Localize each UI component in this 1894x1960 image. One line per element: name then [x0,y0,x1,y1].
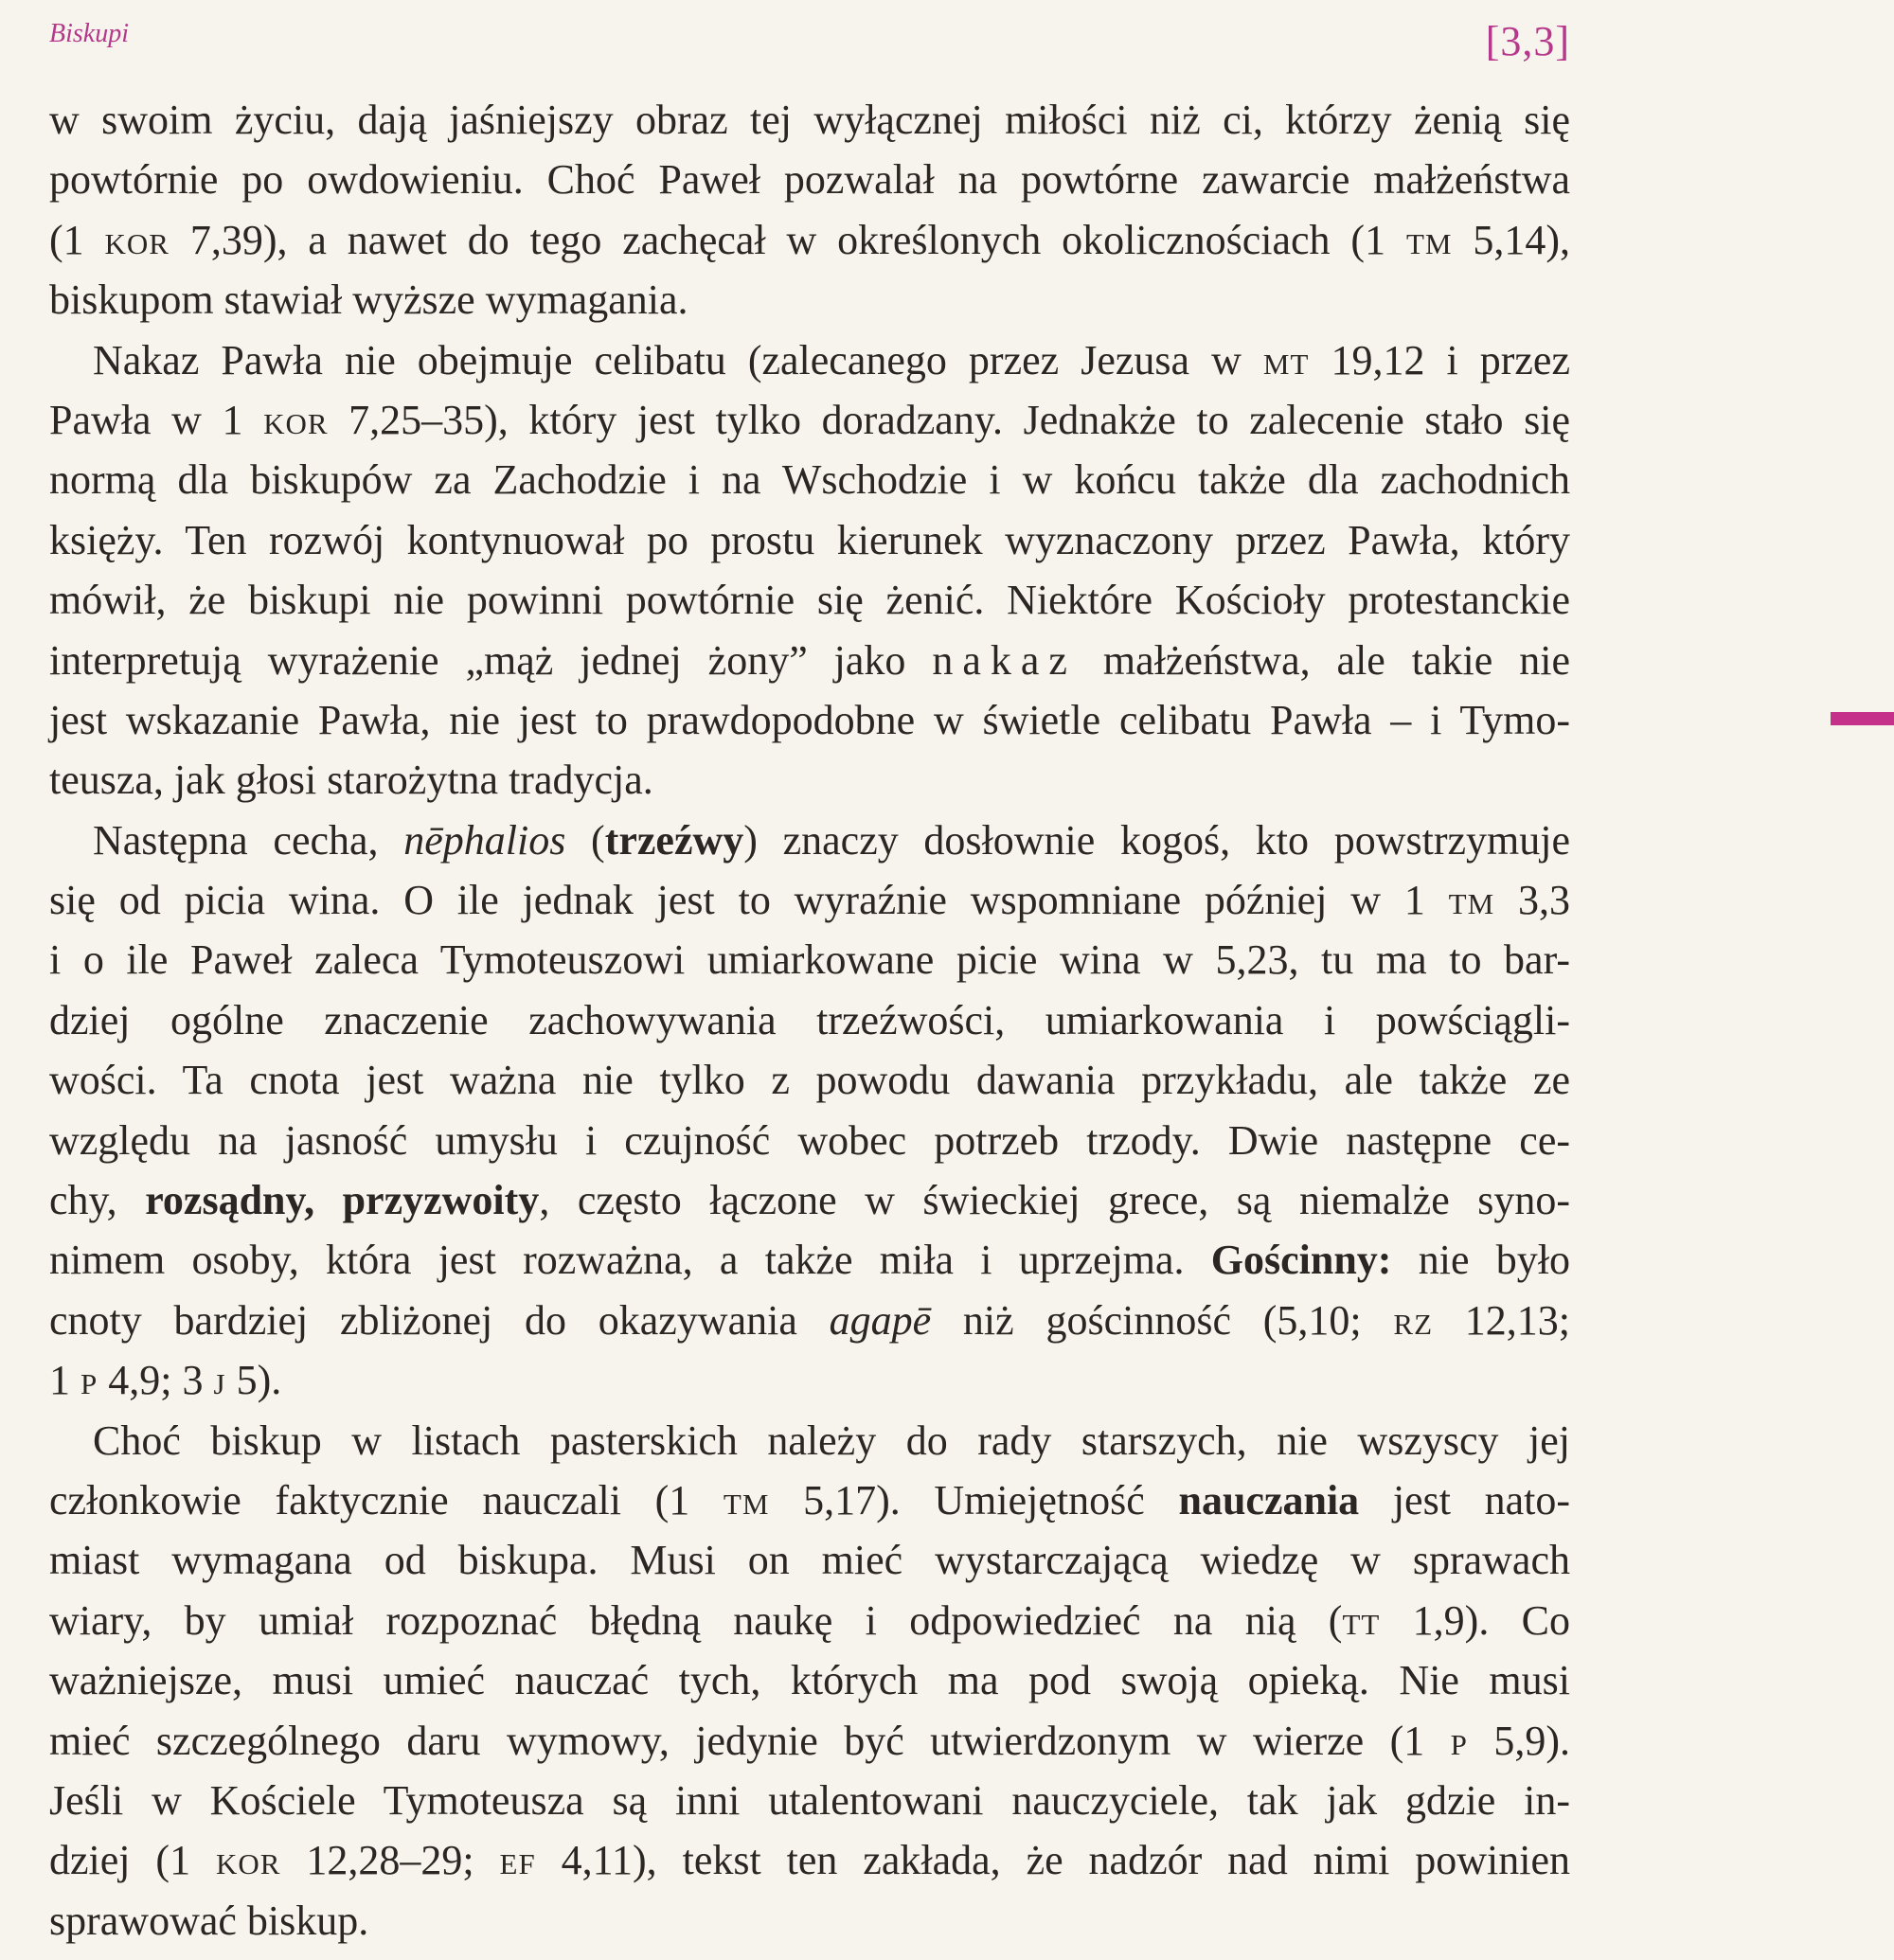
text-run: ) znaczy dosłownie kogoś, kto powstrzymuje [743,816,1571,864]
text-run: 5,9). [1467,1717,1570,1764]
text-run: (1 [49,216,105,263]
text-run: cnoty bardziej zbliżonej do okazywania [49,1296,830,1344]
text-line [49,1170,1570,1230]
text-run: chy, [49,1177,146,1224]
paragraph [49,330,1570,811]
bold-term: trzeźwy [604,816,744,864]
text-line: księży. Ten rozwój kontynuował po prostu kierunek wyznaczony przez Pawła, który [49,516,1570,563]
text-line: sprawować biskup. [49,1897,369,1944]
text-line [49,811,1570,870]
bible-book-abbr: tm [1448,877,1495,924]
text-line: Choć biskup w listach pasterskich należy do rady starszych, nie wszyscy jej [93,1417,1570,1464]
text-line: powtórnie po owdowieniu. Choć Paweł pozwalał na powtórne zawarcie małżeństwa [49,156,1570,204]
bible-book-abbr: tm [1405,216,1453,263]
paragraph [49,1411,1570,1951]
bible-book-abbr: kor [104,216,170,263]
thumb-index-mark [1831,712,1894,725]
text-run: Pawła w 1 [49,396,264,443]
text-line [49,1230,1570,1290]
text-line [49,1291,1570,1350]
bold-term: nauczania [1178,1476,1360,1523]
text-run: 12,13; [1433,1296,1571,1344]
text-run: 1 [49,1357,80,1404]
text-run: 19,12 i przez [1309,336,1570,383]
bold-term: Gościnny: [1210,1237,1392,1284]
text-run: jest nato- [1359,1476,1571,1523]
greek-term: nēphalios [403,816,566,864]
text-line: teusza, jak głosi starożytna tradycja. [49,757,653,804]
text-line: względu na jasność umysłu i czujność wobec potrzeb trzody. Dwie następne ce- [49,1116,1570,1164]
text-line: normą dla biskupów za Zachodzie i na Wschodzie i w końcu także dla zachodnich [49,456,1570,504]
bible-book-abbr: tm [723,1476,770,1523]
text-line [49,1350,1570,1410]
bible-book-abbr: j [213,1357,226,1404]
text-line [49,870,1570,930]
bible-book-abbr: rz [1393,1296,1434,1344]
text-line [49,390,1570,450]
text-run: Nakaz Pawła nie obejmuje celibatu (zalecanego przez Jezusa w [93,336,1263,383]
bible-book-abbr: ef [499,1837,536,1884]
text-run: 5,17). Umiejętność [769,1476,1179,1523]
body-text [49,90,1570,1951]
bible-book-abbr: mt [1262,336,1310,383]
text-run: 12,28–29; [280,1837,500,1884]
text-run: 4,9; 3 [98,1357,214,1404]
text-run: 5). [225,1357,282,1404]
text-line [49,1711,1570,1771]
text-run: się od picia wina. O ile jednak jest to wyraźnie wspomniane później w 1 [49,877,1449,924]
text-run: 4,11), tekst ten zakłada, że nadzór nad nimi powinien [535,1837,1570,1884]
text-line: biskupom stawiał wyższe wymagania. [49,276,688,324]
spaced-emphasis: nakaz [932,636,1077,684]
text-run: wiary, by umiał rozpoznać błędną naukę i odpowiedzieć na nią ( [49,1596,1343,1644]
greek-term: agapē [829,1296,932,1344]
running-head: Biskupi [49,19,129,48]
text-run: ( [565,816,605,864]
text-run: 3,3 [1494,877,1570,924]
text-line: jest wskazanie Pawła, nie jest to prawdopodobne w świetle celibatu Pawła – i Tymo- [49,696,1570,743]
text-run: 7,25–35), który jest tylko doradzany. Jednakże to zalecenie stało się [328,396,1571,443]
bible-book-abbr: p [1450,1717,1468,1764]
text-line [49,631,1570,690]
text-run: nie było [1391,1237,1571,1284]
paragraph [49,90,1570,330]
text-run: dziej (1 [49,1837,217,1884]
text-line [49,1470,1570,1530]
text-run: 1,9). Co [1380,1596,1571,1644]
text-run: mieć szczególnego daru wymowy, jedynie być utwierdzonym w wierze (1 [49,1717,1451,1764]
text-line [49,1830,1570,1890]
text-run: małżeństwa, ale takie nie [1076,636,1570,684]
text-run: , często łączone w świeckiej grece, są niemalże syno- [539,1177,1571,1224]
bold-term: rozsądny, przyzwoity [145,1177,540,1224]
text-line: dziej ogólne znaczenie zachowywania trzeźwości, umiarkowania i powściągli- [49,996,1570,1043]
text-line: i o ile Paweł zaleca Tymoteuszowi umiarkowane picie wina w 5,23, tu ma to bar- [49,936,1570,984]
bible-book-abbr: p [80,1357,98,1404]
text-line: mówił, że biskupi nie powinni powtórnie się żenić. Niektóre Kościoły protestanckie [49,577,1570,624]
text-run: interpretują wyrażenie „mąż jednej żony” jako [49,636,933,684]
text-line: Jeśli w Kościele Tymoteusza są inni utalentowani nauczyciele, tak jak gdzie in- [49,1776,1570,1824]
bible-book-abbr: tt [1342,1596,1381,1644]
text-run: 5,14), [1452,216,1570,263]
text-run: niż gościnność (5,10; [931,1296,1394,1344]
text-line: ważniejsze, musi umieć nauczać tych, których ma pod swoją opieką. Nie musi [49,1657,1570,1704]
text-line [49,330,1570,390]
bible-book-abbr: kor [216,1837,281,1884]
text-run: członkowie faktycznie nauczali (1 [49,1476,724,1523]
text-line [49,1591,1570,1650]
text-line: miast wymagana od biskupa. Musi on mieć wystarczającą wiedzę w sprawach [49,1537,1570,1584]
text-run: nimem osoby, która jest rozważna, a także miła i uprzejma. [49,1237,1211,1284]
paragraph [49,811,1570,1411]
bible-book-abbr: kor [263,396,329,443]
text-run: Następna cecha, [93,816,404,864]
text-run: 7,39), a nawet do tego zachęcał w określonych okolicznościach (1 [169,216,1406,263]
page-reference: [3,3] [1485,18,1570,64]
text-line: w swoim życiu, dają jaśniejszy obraz tej wyłącznej miłości niż ci, którzy żenią się [49,97,1570,143]
text-line [49,210,1570,270]
text-line: wości. Ta cnota jest ważna nie tylko z powodu dawania przykładu, ale także ze [49,1057,1570,1104]
